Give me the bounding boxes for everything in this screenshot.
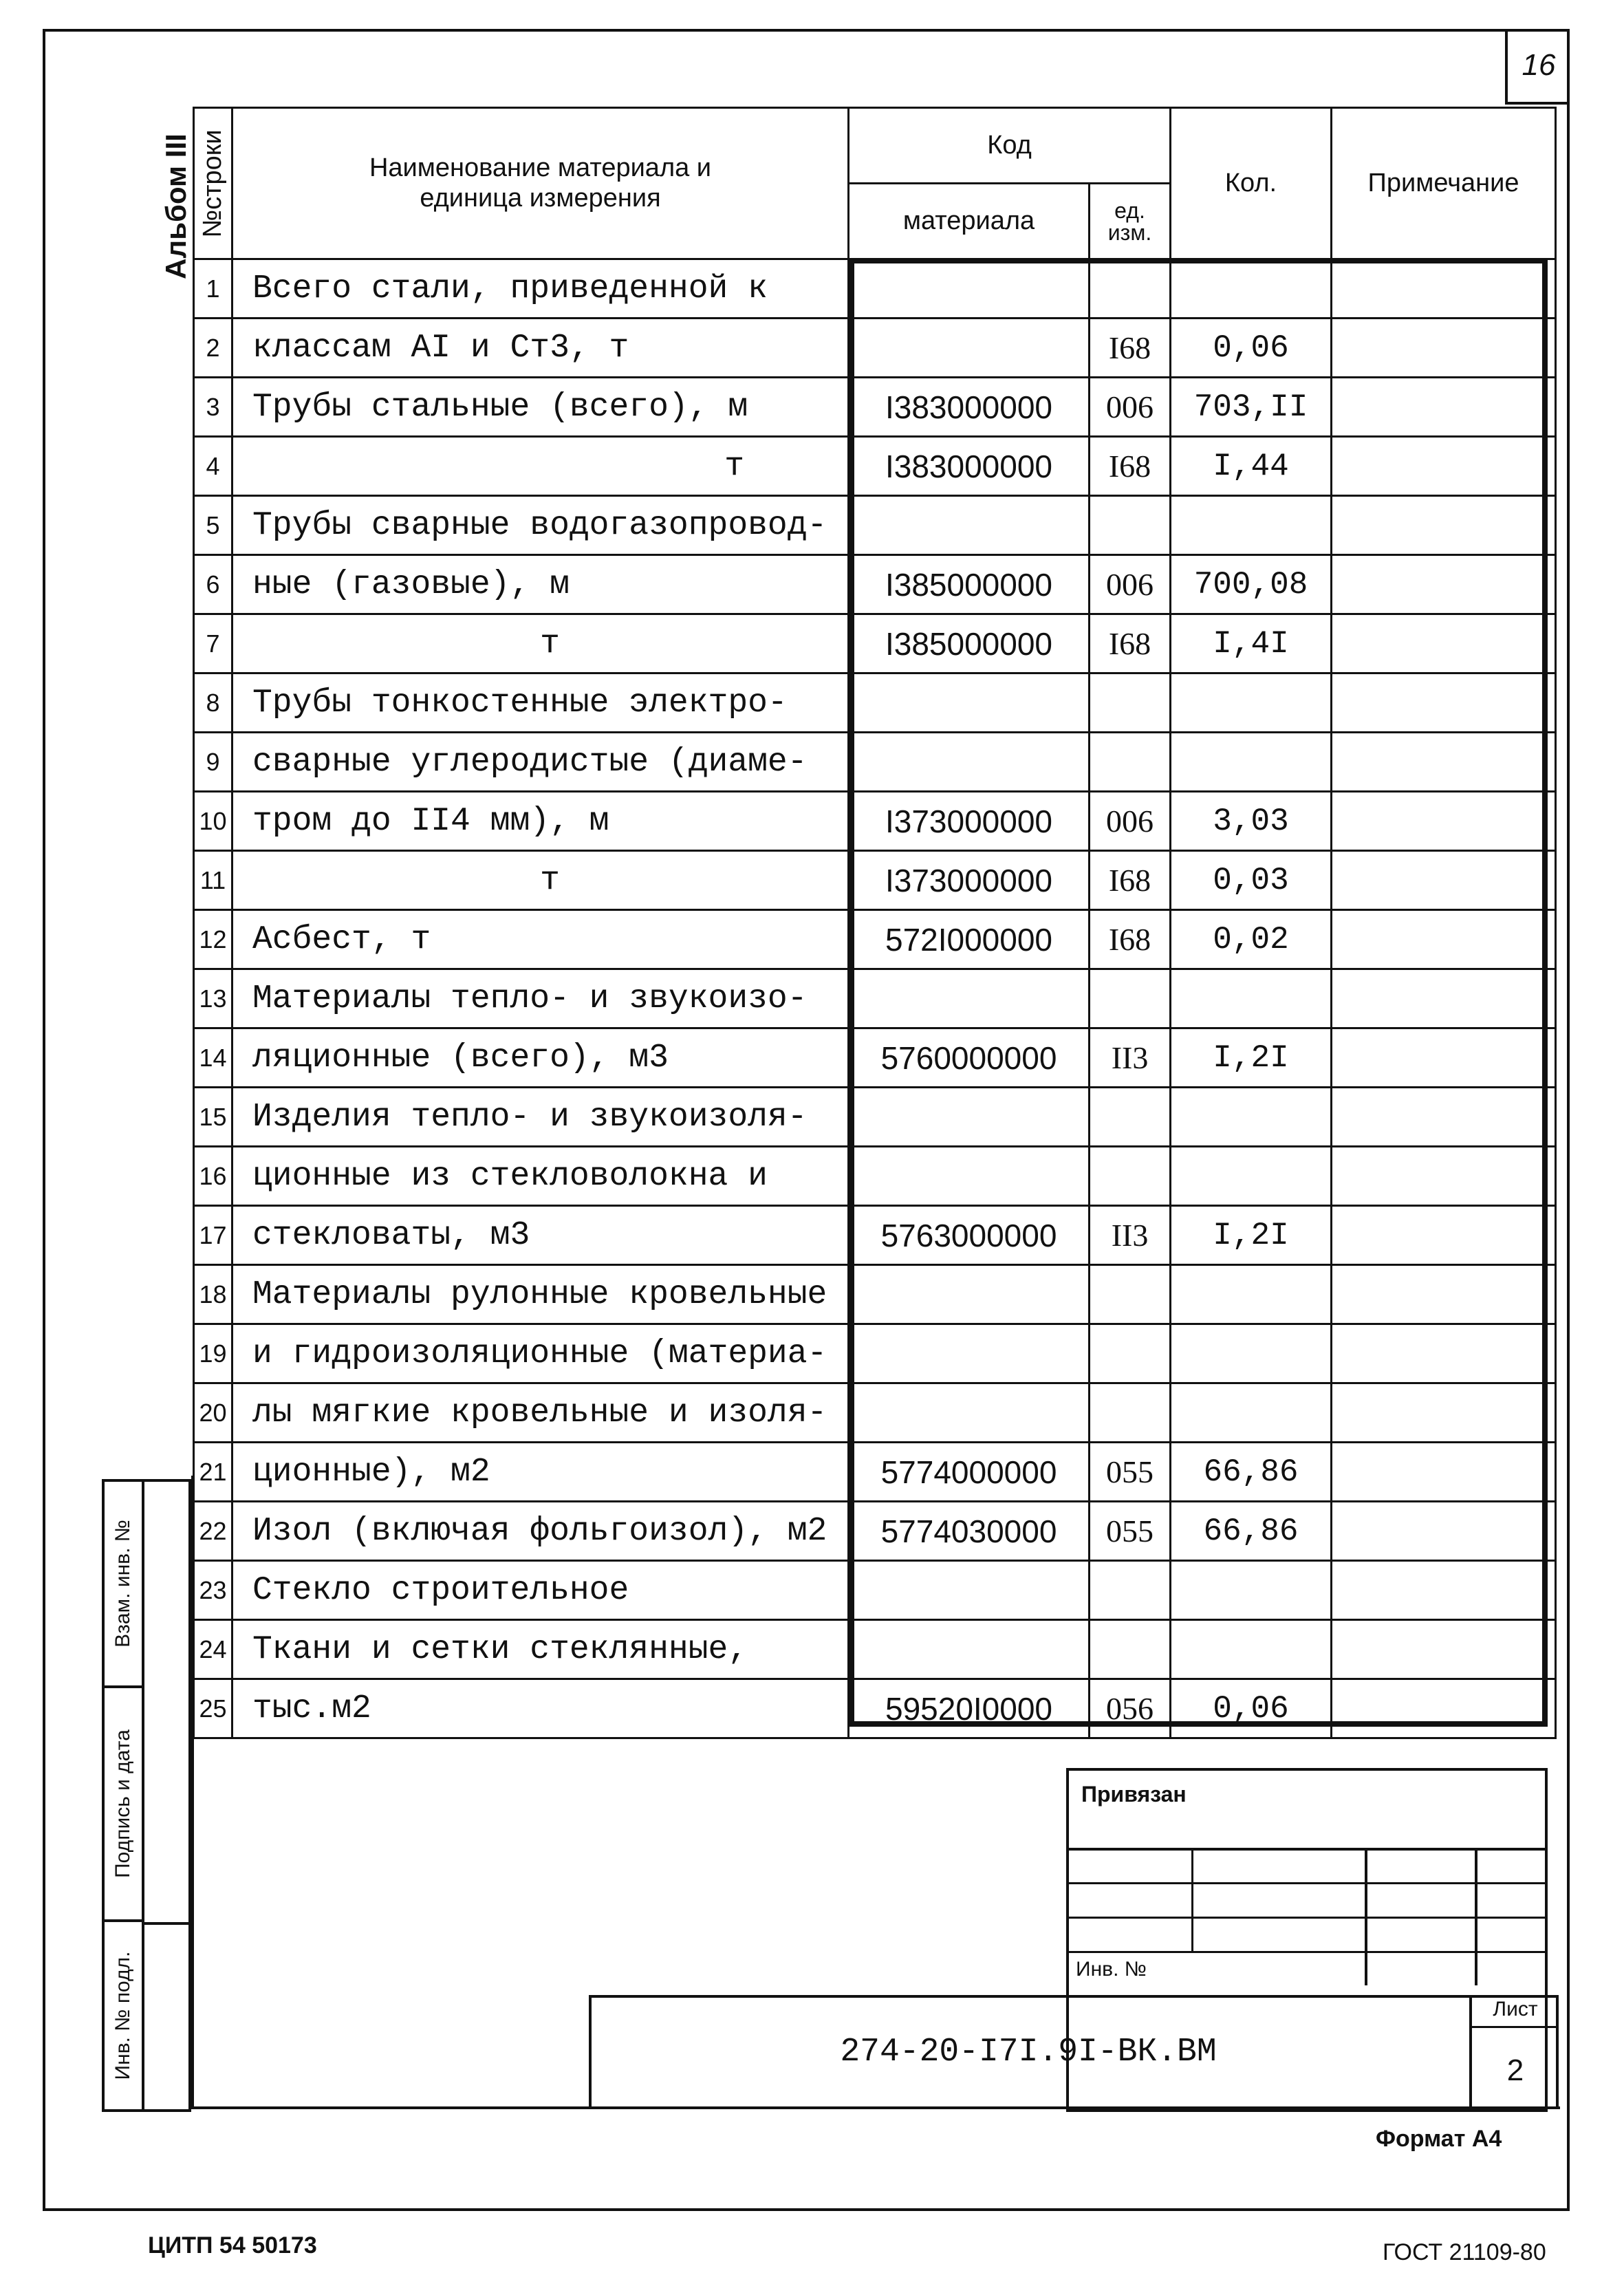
inv-no-label: Инв. № [1076,1958,1147,1981]
table-row: 3 Трубы стальные (всего), м I383000000 006 703,II [194,378,1556,437]
sheet-number: 2 [1506,2053,1524,2087]
stamp-vzam: Взам. инв. № [105,1482,144,1688]
table-row: 1 Всего стали, приведенной к [194,259,1556,319]
sheet-divider [1469,2026,1559,2028]
table-row: 4 т I383000000 I68 I,44 [194,437,1556,496]
table-row: 10 тром до II4 мм), м I373000000 006 3,03 [194,792,1556,851]
code-header: Код [849,108,1171,184]
table-row: 12 Асбест, т 572I000000 I68 0,02 [194,910,1556,969]
table-row: 15 Изделия тепло- и звукоизоля- [194,1088,1556,1147]
footer-left: ЦИТП 54 50173 [148,2232,317,2258]
table-row: 21 ционные), м2 5774000000 055 66,86 [194,1443,1556,1502]
row-num-header: №строки [194,108,232,259]
stamp-inv-podl: Инв. № подл. [105,1922,144,2109]
table-row: 5 Трубы сварные водогазопровод- [194,496,1556,555]
tb-vline [1365,1848,1367,1985]
table-body [194,259,1556,1738]
table-row: 6 ные (газовые), м I385000000 006 700,08 [194,555,1556,614]
table-row: 11 т I373000000 I68 0,03 [194,851,1556,910]
table-row: 14 ляционные (всего), м3 5760000000 II3 I,2I [194,1028,1556,1088]
doc-code: 274-20-I7I.9I-ВК.ВМ [840,2034,1217,2071]
stamp-podpis: Подпись и дата [105,1688,144,1922]
table-row: 19 и гидроизоляционные (материа- [194,1324,1556,1383]
materials-table [193,107,1557,1739]
sheet-label: Лист [1493,1998,1538,2020]
code-unit-header: ед. изм. [1090,184,1171,259]
footer-right: ГОСТ 21109-80 [1383,2239,1546,2265]
table-row: 24 Ткани и сетки стеклянные, [194,1620,1556,1679]
table-row: 22 Изол (включая фольгоизол), м2 5774030000 055 66,86 [194,1502,1556,1561]
page-number: 16 [1505,29,1570,105]
table-row: 25 тыс.м2 59520I0000 056 0,06 [194,1679,1556,1738]
name-header: Наименование материала и единица измерения [232,108,849,259]
left-border-line [191,1476,194,2109]
table-row: 16 ционные из стекловолокна и [194,1147,1556,1206]
album-text: Альбом III [160,133,192,279]
code-material-header: материала [849,184,1090,259]
stamp-divider [144,1922,191,1925]
note-header: Примечание [1332,108,1556,259]
table-row: 13 Материалы тепло- и звукоизо- [194,969,1556,1028]
side-stamp [102,1479,191,2112]
table-row: 23 Стекло строительное [194,1561,1556,1620]
table-row: 8 Трубы тонкостенные электро- [194,673,1556,733]
tb-vline [1191,1848,1193,1951]
table-row: 2 классам АI и Ст3, т I68 0,06 [194,319,1556,378]
qty-header: Кол. [1171,108,1332,259]
table-row: 9 сварные углеродистые (диаме- [194,733,1556,792]
table-row: 17 стекловаты, м3 5763000000 II3 I,2I [194,1206,1556,1265]
table-row: 20 лы мягкие кровельные и изоля- [194,1383,1556,1443]
table-row: 7 т I385000000 I68 I,4I [194,614,1556,673]
privyazan-label: Привязан [1081,1782,1187,1807]
tb-vline [1475,1848,1477,1985]
format-label: Формат А4 [1376,2126,1502,2152]
table-row: 18 Материалы рулонные кровельные [194,1265,1556,1324]
